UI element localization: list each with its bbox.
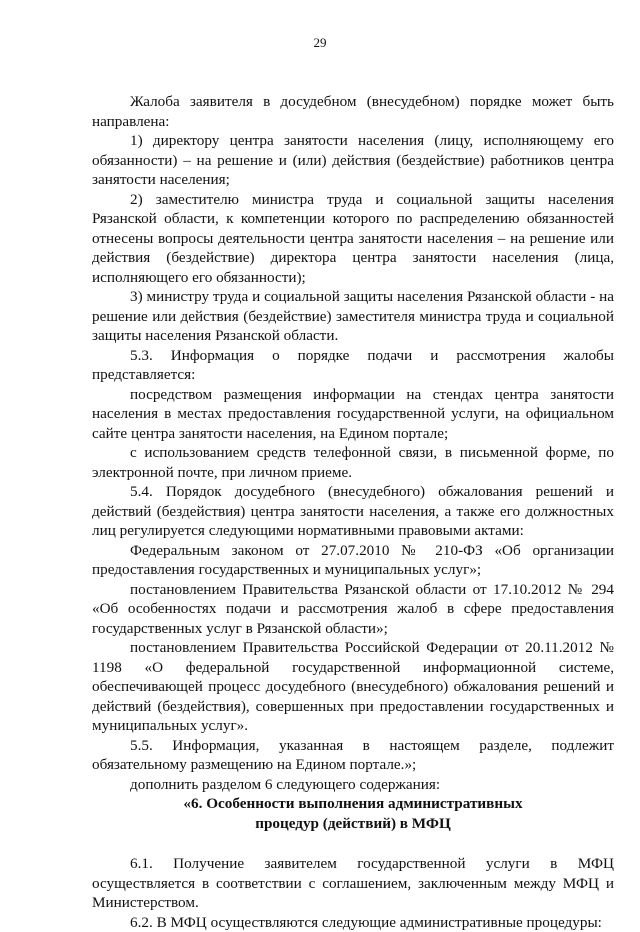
document-body bbox=[92, 92, 614, 932]
paragraph: 6.1. Получение заявителем государственной услуги в МФЦ осуществляется в соответствии с соглашением, заключенным между МФЦ и Министерством. bbox=[92, 854, 614, 913]
paragraph: постановлением Правительства Российской Федерации от 20.11.2012 № 1198 «О федеральной государственной информационной системе, обеспечивающей процесс досудебного (внесудебного) обжалования решений и действий (бездействия), совершенных при предоставлении государственных и муниципальных услуг». bbox=[92, 638, 614, 736]
paragraph: 2) заместителю министра труда и социальной защиты населения Рязанской области, к компетенции которого по распределению обязанностей отнесены вопросы деятельности центра занятости населения – на решение или действия (бездействие) директора центра занятости населения (лица, исполняющего его обязанности); bbox=[92, 190, 614, 288]
paragraph: 5.3. Информация о порядке подачи и рассмотрения жалобы представляется: bbox=[92, 346, 614, 385]
section-heading-line-2: процедур (действий) в МФЦ bbox=[92, 814, 614, 834]
paragraph: с использованием средств телефонной связи, в письменной форме, по электронной почте, при личном приеме. bbox=[92, 443, 614, 482]
paragraph: 6.2. В МФЦ осуществляются следующие административные процедуры: bbox=[92, 913, 614, 932]
paragraph: постановлением Правительства Рязанской области от 17.10.2012 № 294 «Об особенностях подачи и рассмотрения жалоб в сфере предоставления государственных услуг в Рязанской области»; bbox=[92, 580, 614, 639]
paragraph: дополнить разделом 6 следующего содержания: bbox=[92, 775, 614, 795]
section-heading-line-1: «6. Особенности выполнения административных bbox=[92, 794, 614, 814]
paragraph: посредством размещения информации на стендах центра занятости населения в местах предоставления государственной услуги, на официальном сайте центра занятости населения, на Едином портале; bbox=[92, 385, 614, 444]
spacer bbox=[92, 833, 614, 854]
paragraph: Жалоба заявителя в досудебном (внесудебном) порядке может быть направлена: bbox=[92, 92, 614, 131]
paragraph: 5.5. Информация, указанная в настоящем разделе, подлежит обязательному размещению на Едином портале.»; bbox=[92, 736, 614, 775]
paragraph: Федеральным законом от 27.07.2010 № 210-ФЗ «Об организации предоставления государственных и муниципальных услуг»; bbox=[92, 541, 614, 580]
paragraph: 5.4. Порядок досудебного (внесудебного) обжалования решений и действий (бездействия) центра занятости населения, а также его должностных лиц регулируется следующими нормативными правовыми актами: bbox=[92, 482, 614, 541]
paragraph: 1) директору центра занятости населения (лицу, исполняющему его обязанности) – на решение и (или) действия (бездействие) работников центра занятости населения; bbox=[92, 131, 614, 190]
page-number: 29 bbox=[0, 35, 640, 51]
paragraph: 3) министру труда и социальной защиты населения Рязанской области - на решение или действия (бездействие) заместителя министра труда и социальной защиты населения Рязанской области. bbox=[92, 287, 614, 346]
